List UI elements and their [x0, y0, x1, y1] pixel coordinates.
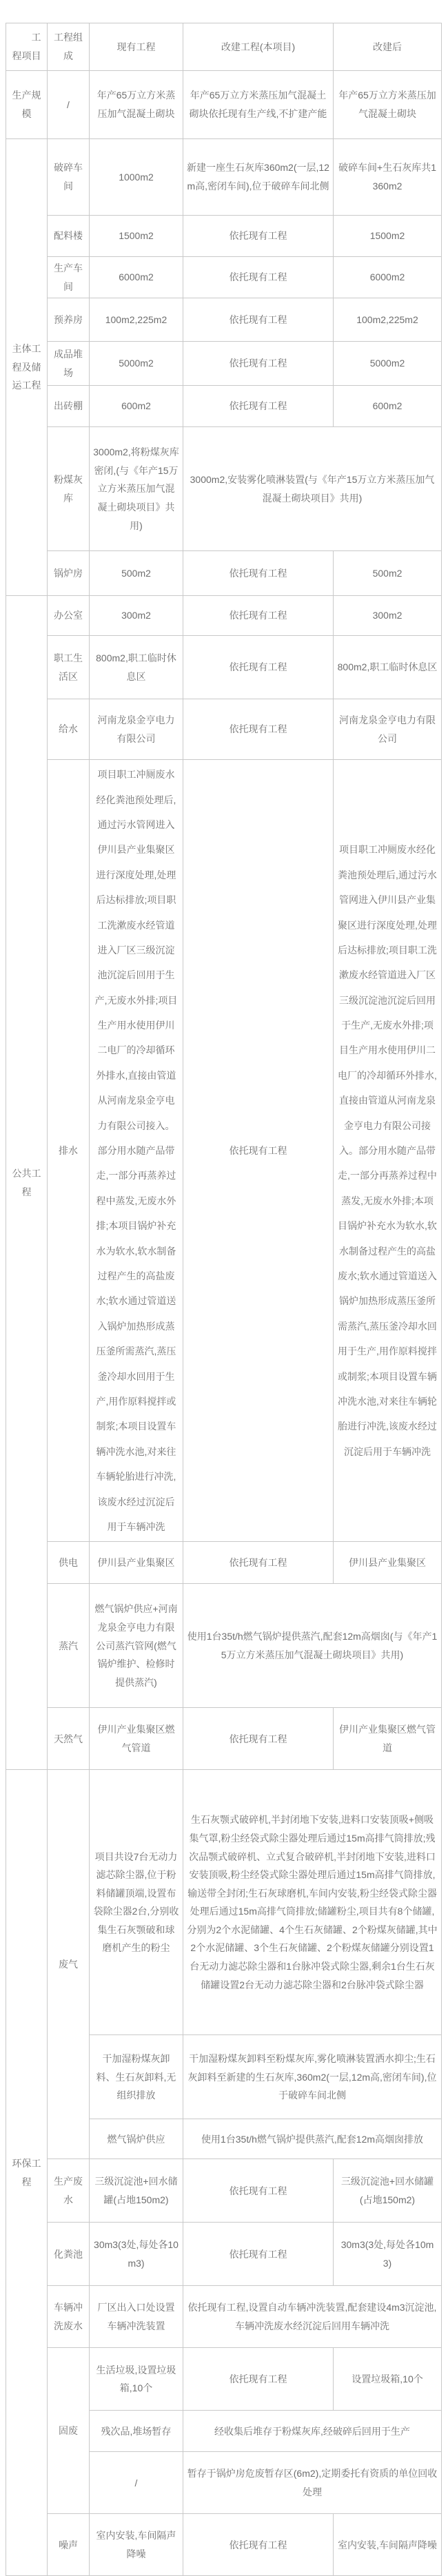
header-after-rebuild: 改建后 — [334, 23, 442, 71]
rebuild-works-cell: 依托现有工程 — [183, 257, 334, 298]
after-rebuild-cell: 100m2,225m2 — [334, 298, 442, 342]
component-cell: 粉煤灰库 — [48, 427, 90, 551]
existing-works-cell: 500m2 — [90, 551, 183, 596]
existing-works-cell: 伊川县产业集聚区 — [90, 1542, 183, 1584]
table-row — [6, 1770, 442, 2035]
table-row — [6, 551, 442, 596]
component-cell: 出砖棚 — [48, 386, 90, 427]
table-row — [6, 699, 442, 760]
table-row — [6, 2514, 442, 2576]
table-row — [6, 2286, 442, 2348]
after-rebuild-cell: 项目职工冲厕废水经化粪池预处理后,通过污水管网进入伊川县产业集聚区进行深度处理,处理后达标排放;项目职工洗漱废水经管道进入厂区三级沉淀池沉淀后回用于生产,无废水外排;项目生产用水使用伊川二电厂的冷却循环外排水,直接由管道从河南龙泉金亨电力有限公司接入。部分用水随产品带走,一部分再蒸养过程中蒸发,无废水外排;本项目锅炉补充水为软水,软水制备过程产生的高盐废水;软水通过管道送入锅炉加热形成蒸压釜所需蒸汽,蒸压釜冷却水回用于生产,用作原料搅拌或制浆;本项目设置车辆冲洗水池,对来往车辆轮胎进行冲洗,该废水经过沉淀后用于车辆冲洗 — [334, 760, 442, 1542]
existing-works-cell: 年产65万立方米蒸压加气混凝土砌块 — [90, 71, 183, 139]
rebuild-works-cell: 依托现有工程 — [183, 636, 334, 699]
row-label-production-scale: 生产规模 — [6, 71, 48, 139]
header-row — [6, 23, 442, 71]
table-row — [6, 2223, 442, 2286]
existing-works-cell: 厂区出入口处设置车辆冲洗装置 — [90, 2286, 183, 2348]
table-row — [6, 71, 442, 139]
rebuild-works-cell: 依托现有工程 — [183, 1542, 334, 1584]
existing-works-cell: 6000m2 — [90, 257, 183, 298]
existing-works-cell: 燃气锅炉供应+河南龙泉金亨电力有限公司蒸汽管网(燃气锅炉维护、检修时提供蒸汽) — [90, 1584, 183, 1708]
table-row — [6, 760, 442, 1542]
after-rebuild-cell: 30m3(3处,每处各10m3) — [334, 2223, 442, 2286]
component-cell: 生产车间 — [48, 257, 90, 298]
after-rebuild-cell: 设置垃圾箱,10个 — [334, 2348, 442, 2411]
rebuild-works-cell: 依托现有工程 — [183, 596, 334, 636]
rebuild-works-cell: 依托现有工程 — [183, 298, 334, 342]
group-label-public-works: 公共工程 — [6, 596, 48, 1770]
rebuild-works-cell: 依托现有工程 — [183, 2348, 334, 2411]
existing-works-cell: 室内安装,车间隔声降噪 — [90, 2514, 183, 2576]
rebuild-works-cell: 使用1台35t/h燃气锅炉提供蒸汽,配套12m高烟囱排放 — [183, 2119, 442, 2159]
existing-works-cell: 河南龙泉金亨电力有限公司 — [90, 699, 183, 760]
component-cell: 噪声 — [48, 2514, 90, 2576]
after-rebuild-cell: 三级沉淀池+回水储罐(占地150m2) — [334, 2159, 442, 2223]
rebuild-works-cell: 使用1台35t/h燃气锅炉提供蒸汽,配套12m高烟囱(与《年产15万立方米蒸压加气混凝土砌块项目》共用) — [183, 1584, 442, 1708]
table-row — [6, 342, 442, 386]
existing-works-cell: 生活垃圾,设置垃圾箱,10个 — [90, 2348, 183, 2411]
table-row — [6, 2159, 442, 2223]
existing-works-cell: 30m3(3处,每处各10m3) — [90, 2223, 183, 2286]
rebuild-works-cell: 新建一座生石灰库360m2(一层,12m高,密闭车间),位于破碎车间北侧 — [183, 139, 334, 216]
rebuild-works-cell: 经收集后堆存于粉煤灰库,经破碎后回用于生产 — [183, 2411, 442, 2452]
header-project-item: 工程项目 — [6, 23, 48, 71]
after-rebuild-cell: 5000m2 — [334, 342, 442, 386]
component-cell: 职工生活区 — [48, 636, 90, 699]
existing-works-cell: 600m2 — [90, 386, 183, 427]
after-rebuild-cell: 1500m2 — [334, 216, 442, 257]
existing-works-cell: 800m2,职工临时休息区 — [90, 636, 183, 699]
existing-works-cell: 燃气锅炉供应 — [90, 2119, 183, 2159]
group-label-environmental-works: 环保工程 — [6, 1770, 48, 2576]
table-row — [6, 1584, 442, 1708]
after-rebuild-cell: 伊川产业集聚区燃气管道 — [334, 1708, 442, 1770]
existing-works-cell: 1500m2 — [90, 216, 183, 257]
component-cell: 破碎车间 — [48, 139, 90, 216]
existing-works-cell: 1000m2 — [90, 139, 183, 216]
rebuild-works-cell: 干加湿粉煤灰卸料至粉煤灰库,雾化喷淋装置洒水抑尘;生石灰卸料至新建的生石灰库,360m2(一层,12m高,密闭车间),位于破碎车间北侧 — [183, 2035, 442, 2119]
existing-works-cell: 100m2,225m2 — [90, 298, 183, 342]
table-row — [6, 386, 442, 427]
header-rebuild-works: 改建工程(本项目) — [183, 23, 334, 71]
rebuild-works-cell: 依托现有工程 — [183, 386, 334, 427]
page — [0, 23, 448, 2576]
rebuild-works-cell: 年产65万立方米蒸压加气混凝土砌块依托现有生产线,不扩建产能 — [183, 71, 334, 139]
existing-works-cell: 伊川产业集聚区燃气管道 — [90, 1708, 183, 1770]
component-cell: 排水 — [48, 760, 90, 1542]
after-rebuild-cell: 河南龙泉金亨电力有限公司 — [334, 699, 442, 760]
table-row — [6, 1708, 442, 1770]
rebuild-works-cell: 3000m2,安装雾化喷淋装置(与《年产15万立方米蒸压加气混凝土砌块项目》共用) — [183, 427, 442, 551]
component-cell: 办公室 — [48, 596, 90, 636]
header-existing-works: 现有工程 — [90, 23, 183, 71]
rebuild-works-cell: 依托现有工程 — [183, 760, 334, 1542]
table-row — [6, 427, 442, 551]
table-row — [6, 2348, 442, 2411]
component-cell: 成品堆场 — [48, 342, 90, 386]
table-row — [6, 1542, 442, 1584]
existing-works-cell: 3000m2,将粉煤灰库密闭,(与《年产15万立方米蒸压加气混凝土砌块项目》共用) — [90, 427, 183, 551]
component-cell: 生产废水 — [48, 2159, 90, 2223]
after-rebuild-cell: 年产65万立方米蒸压加气混凝土砌块 — [334, 71, 442, 139]
after-rebuild-cell: 500m2 — [334, 551, 442, 596]
table-row — [6, 596, 442, 636]
existing-works-cell: 5000m2 — [90, 342, 183, 386]
after-rebuild-cell: 破碎车间+生石灰库共1360m2 — [334, 139, 442, 216]
existing-works-cell: 干加湿粉煤灰卸料、生石灰卸料,无组织排放 — [90, 2035, 183, 2119]
component-cell: / — [48, 71, 90, 139]
rebuild-works-cell: 依托现有工程 — [183, 216, 334, 257]
component-cell: 固废 — [48, 2348, 90, 2514]
existing-works-cell: 300m2 — [90, 596, 183, 636]
component-cell: 锅炉房 — [48, 551, 90, 596]
component-cell: 天然气 — [48, 1708, 90, 1770]
after-rebuild-cell: 6000m2 — [334, 257, 442, 298]
rebuild-works-cell: 生石灰颚式破碎机,半封闭地下安装,进料口安装顶吸+侧吸集气罩,粉尘经袋式除尘器处理后通过15m高排气筒排放;残次品颚式破碎机、立式复合破碎机,半封闭地下安装,进料口安装顶吸,粉尘经袋式除尘器处理后通过15m高排气筒排放,输送带全封闭;生石灰球磨机,车间内安装,粉尘经袋式除尘器处理后通过15m高排气筒排放;储罐粉尘,项目共有8个储罐,分别为2个水泥储罐、4个生石灰储罐、2个粉煤灰储罐,其中2个水泥储罐、3个生石灰储罐、2个粉煤灰储罐分别设置1台无动力滤芯除尘器和1台脉冲袋式除尘器,剩余1台生石灰储罐设置2台无动力滤芯除尘器和2台脉冲袋式除尘器 — [183, 1770, 442, 2035]
component-cell: 供电 — [48, 1542, 90, 1584]
table-row — [6, 636, 442, 699]
existing-works-cell: 项目职工冲厕废水经化粪池预处理后,通过污水管网进入伊川县产业集聚区进行深度处理,处理后达标排放;项目职工洗漱废水经管道进入厂区三级沉淀池沉淀后回用于生产,无废水外排;项目生产用水使用伊川二电厂的冷却循环外排水,直接由管道从河南龙泉金亨电力有限公司接入。部分用水随产品带走,一部分再蒸养过程中蒸发,无废水外排;本项目锅炉补充水为软水,软水制备过程产生的高盐废水;软水通过管道送入锅炉加热形成蒸压釜所需蒸汽,蒸压釜冷却水回用于生产,用作原料搅拌或制浆;本项目设置车辆冲洗水池,对来往车辆轮胎进行冲洗,该废水经过沉淀后用于车辆冲洗 — [90, 760, 183, 1542]
component-cell: 车辆冲洗废水 — [48, 2286, 90, 2348]
component-cell: 蒸汽 — [48, 1584, 90, 1708]
rebuild-works-cell: 依托现有工程 — [183, 2223, 334, 2286]
group-label-main-works: 主体工程及储运工程 — [6, 139, 48, 596]
after-rebuild-cell: 800m2,职工临时休息区 — [334, 636, 442, 699]
existing-works-cell: 项目共设7台无动力滤芯除尘器,位于粉料储罐顶端,设置布袋除尘器2台,分别收集生石灰颚破和球磨机产生的粉尘 — [90, 1770, 183, 2035]
after-rebuild-cell: 300m2 — [334, 596, 442, 636]
table-row — [6, 216, 442, 257]
after-rebuild-cell: 600m2 — [334, 386, 442, 427]
component-cell: 化粪池 — [48, 2223, 90, 2286]
component-cell: 预养房 — [48, 298, 90, 342]
table-row — [6, 139, 442, 216]
table-row — [6, 298, 442, 342]
rebuild-works-cell: 依托现有工程 — [183, 342, 334, 386]
table-row — [6, 257, 442, 298]
existing-works-cell: 残次品,堆场暂存 — [90, 2411, 183, 2452]
component-cell: 配料楼 — [48, 216, 90, 257]
header-project-composition: 工程组成 — [48, 23, 90, 71]
project-overview-table — [6, 23, 442, 2576]
existing-works-cell: / — [90, 2452, 183, 2514]
after-rebuild-cell: 室内安装,车间隔声降噪 — [334, 2514, 442, 2576]
existing-works-cell: 三级沉淀池+回水储罐(占地150m2) — [90, 2159, 183, 2223]
after-rebuild-cell: 伊川县产业集聚区 — [334, 1542, 442, 1584]
rebuild-works-cell: 依托现有工程,设置自动车辆冲洗装置,配套建设4m3沉淀池,车辆冲洗废水经沉淀后回用车辆冲洗 — [183, 2286, 442, 2348]
rebuild-works-cell: 暂存于锅炉房危废暂存区(6m2),定期委托有资质的单位回收处理 — [183, 2452, 442, 2514]
rebuild-works-cell: 依托现有工程 — [183, 551, 334, 596]
component-cell: 给水 — [48, 699, 90, 760]
rebuild-works-cell: 依托现有工程 — [183, 2159, 334, 2223]
component-cell: 废气 — [48, 1770, 90, 2159]
rebuild-works-cell: 依托现有工程 — [183, 699, 334, 760]
rebuild-works-cell: 依托现有工程 — [183, 2514, 334, 2576]
rebuild-works-cell: 依托现有工程 — [183, 1708, 334, 1770]
